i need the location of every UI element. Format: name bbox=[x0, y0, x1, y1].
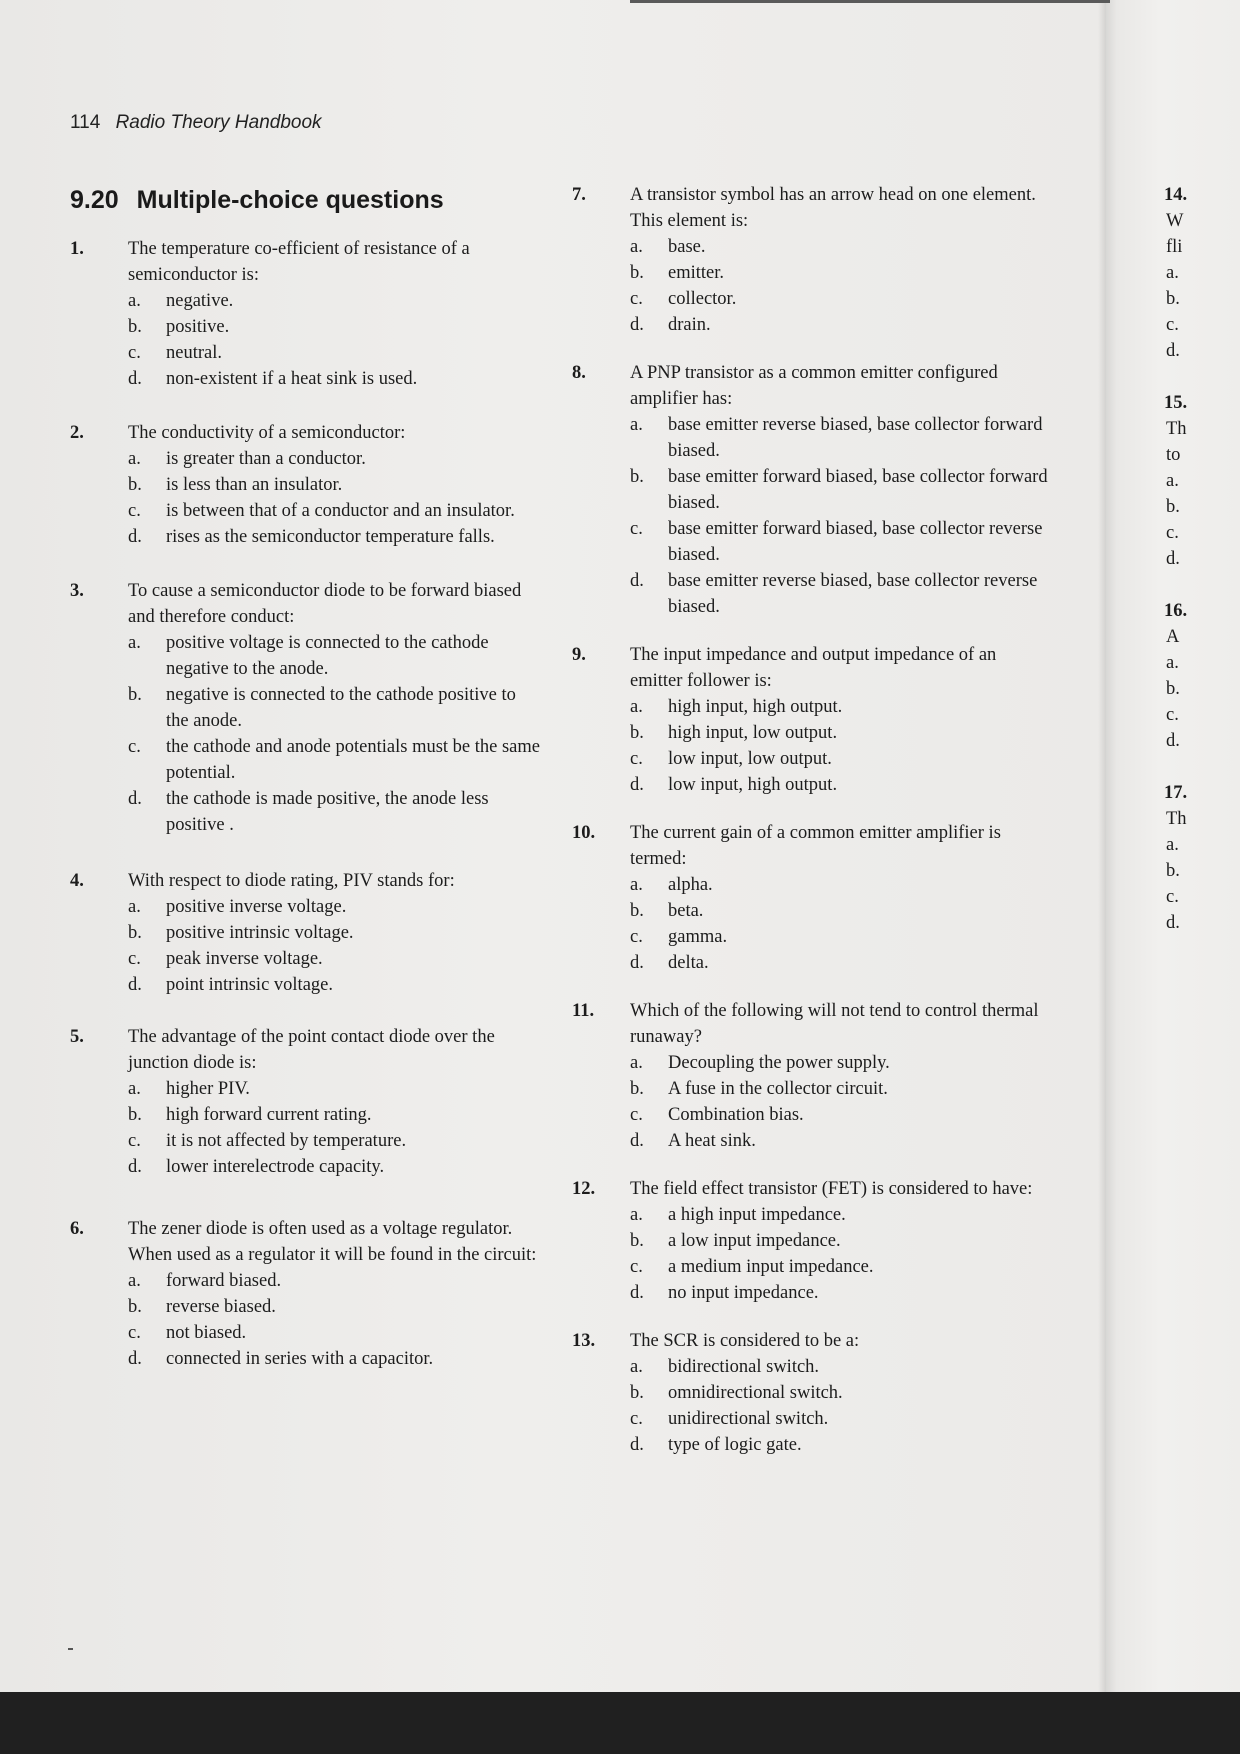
option-text: no input impedance. bbox=[668, 1283, 819, 1303]
option-letter: d. bbox=[630, 571, 644, 591]
option-letter: d. bbox=[630, 953, 644, 973]
option-text: forward biased. bbox=[166, 1271, 282, 1291]
question-number: 3. bbox=[70, 581, 84, 601]
cutoff-text: a. bbox=[1166, 263, 1179, 283]
answer-option bbox=[630, 568, 1052, 620]
cutoff-text: b. bbox=[1166, 497, 1180, 517]
question bbox=[572, 1176, 1052, 1306]
option-letter: a. bbox=[630, 1357, 643, 1377]
option-letter: b. bbox=[630, 1079, 644, 1099]
question-cutoff bbox=[1164, 182, 1224, 364]
answer-option bbox=[630, 772, 1052, 798]
option-letter: a. bbox=[128, 1271, 141, 1291]
answer-option bbox=[630, 1128, 1052, 1154]
cutoff-text: Th bbox=[1166, 419, 1187, 439]
answer-option bbox=[630, 746, 1052, 772]
option-text: reverse biased. bbox=[166, 1297, 276, 1317]
option-text: low input, low output. bbox=[668, 749, 832, 769]
option-letter: b. bbox=[630, 901, 644, 921]
option-text: base. bbox=[668, 237, 706, 257]
question-number: 5. bbox=[70, 1027, 84, 1047]
question-number: 9. bbox=[572, 645, 586, 665]
answer-option bbox=[128, 366, 540, 392]
answer-option bbox=[630, 312, 1052, 338]
option-letter: b. bbox=[128, 1297, 142, 1317]
option-letter: d. bbox=[128, 527, 142, 547]
question bbox=[572, 998, 1052, 1154]
question bbox=[70, 868, 540, 998]
option-letter: a. bbox=[630, 875, 643, 895]
option-letter: b. bbox=[630, 1231, 644, 1251]
option-text: positive voltage is connected to the cathode negative to the anode. bbox=[166, 633, 489, 679]
answer-option bbox=[630, 1202, 1052, 1228]
option-letter: d. bbox=[630, 1435, 644, 1455]
question bbox=[70, 236, 540, 392]
cutoff-text: d. bbox=[1166, 731, 1180, 751]
answer-option bbox=[630, 1050, 1052, 1076]
option-letter: c. bbox=[128, 1131, 141, 1151]
question bbox=[572, 360, 1052, 620]
option-text: type of logic gate. bbox=[668, 1435, 802, 1455]
option-text: delta. bbox=[668, 953, 709, 973]
option-letter: d. bbox=[630, 1283, 644, 1303]
option-letter: b. bbox=[128, 685, 142, 705]
question-stem: Which of the following will not tend to control thermal runaway? bbox=[630, 1001, 1039, 1047]
answer-option bbox=[128, 472, 540, 498]
option-text: rises as the semiconductor temperature falls. bbox=[166, 527, 495, 547]
question bbox=[572, 642, 1052, 798]
option-letter: d. bbox=[630, 1131, 644, 1151]
option-text: a low input impedance. bbox=[668, 1231, 841, 1251]
option-letter: c. bbox=[630, 1409, 643, 1429]
answer-option bbox=[630, 412, 1052, 464]
option-letter: b. bbox=[630, 263, 644, 283]
option-text: not biased. bbox=[166, 1323, 247, 1343]
option-letter: b. bbox=[630, 723, 644, 743]
answer-option bbox=[128, 682, 540, 734]
option-text: lower interelectrode capacity. bbox=[166, 1157, 385, 1177]
question bbox=[572, 820, 1052, 976]
cutoff-text: c. bbox=[1166, 315, 1179, 335]
option-letter: a. bbox=[630, 1205, 643, 1225]
top-edge-line bbox=[630, 0, 1110, 3]
question-stem: The SCR is considered to be a: bbox=[630, 1331, 860, 1351]
question bbox=[70, 578, 540, 838]
answer-option bbox=[128, 1294, 540, 1320]
option-text: peak inverse voltage. bbox=[166, 949, 323, 969]
answer-option bbox=[630, 720, 1052, 746]
option-text: it is not affected by temperature. bbox=[166, 1131, 407, 1151]
question-stem: A transistor symbol has an arrow head on one element. This element is: bbox=[630, 185, 1036, 231]
running-header bbox=[70, 112, 322, 134]
option-text: beta. bbox=[668, 901, 704, 921]
question-number: 11. bbox=[572, 1001, 595, 1021]
cutoff-text: b. bbox=[1166, 289, 1180, 309]
cutoff-text: d. bbox=[1166, 341, 1180, 361]
option-letter: a. bbox=[128, 1079, 141, 1099]
question-stem: With respect to diode rating, PIV stands for: bbox=[128, 871, 455, 891]
option-text: positive intrinsic voltage. bbox=[166, 923, 354, 943]
option-text: is greater than a conductor. bbox=[166, 449, 366, 469]
option-text: gamma. bbox=[668, 927, 728, 947]
answer-option bbox=[630, 1280, 1052, 1306]
answer-option bbox=[128, 1320, 540, 1346]
question-stem: The conductivity of a semiconductor: bbox=[128, 423, 406, 443]
cutoff-text: c. bbox=[1166, 705, 1179, 725]
answer-option bbox=[128, 734, 540, 786]
question bbox=[70, 1216, 540, 1372]
option-text: A heat sink. bbox=[668, 1131, 756, 1151]
option-text: Combination bias. bbox=[668, 1105, 804, 1125]
option-text: the cathode and anode potentials must be the same potential. bbox=[166, 737, 540, 783]
option-letter: a. bbox=[128, 449, 141, 469]
left-question-column bbox=[70, 236, 540, 1372]
option-letter: d. bbox=[128, 975, 142, 995]
question-cutoff bbox=[1164, 780, 1224, 936]
option-letter: a. bbox=[128, 291, 141, 311]
answer-option bbox=[630, 950, 1052, 976]
question-number: 4. bbox=[70, 871, 84, 891]
question-number: 8. bbox=[572, 363, 586, 383]
answer-option bbox=[630, 1380, 1052, 1406]
option-letter: a. bbox=[630, 237, 643, 257]
option-letter: c. bbox=[630, 749, 643, 769]
answer-option bbox=[630, 1102, 1052, 1128]
question-number: 15. bbox=[1164, 393, 1188, 413]
option-letter: b. bbox=[128, 317, 142, 337]
cutoff-text: d. bbox=[1166, 549, 1180, 569]
question-number: 16. bbox=[1164, 601, 1188, 621]
section-number: 9.20 bbox=[70, 186, 119, 214]
answer-option bbox=[630, 464, 1052, 516]
option-letter: d. bbox=[128, 1349, 142, 1369]
option-letter: b. bbox=[630, 467, 644, 487]
cutoff-text: b. bbox=[1166, 861, 1180, 881]
option-text: point intrinsic voltage. bbox=[166, 975, 333, 995]
answer-option bbox=[630, 1254, 1052, 1280]
answer-option bbox=[128, 1154, 540, 1180]
option-text: is less than an insulator. bbox=[166, 475, 343, 495]
option-letter: d. bbox=[630, 315, 644, 335]
answer-option bbox=[630, 1354, 1052, 1380]
option-text: A fuse in the collector circuit. bbox=[668, 1079, 888, 1099]
option-letter: c. bbox=[128, 949, 141, 969]
question-number: 12. bbox=[572, 1179, 596, 1199]
cutoff-text: Th bbox=[1166, 809, 1187, 829]
option-text: high input, low output. bbox=[668, 723, 838, 743]
question-stem: The advantage of the point contact diode over the junction diode is: bbox=[128, 1027, 495, 1073]
option-text: base emitter forward biased, base collector reverse biased. bbox=[668, 519, 1043, 565]
cutoff-text: fli bbox=[1166, 237, 1183, 257]
question-stem: The current gain of a common emitter amplifier is termed: bbox=[630, 823, 1001, 869]
question-cutoff bbox=[1164, 390, 1224, 572]
option-text: the cathode is made positive, the anode less positive . bbox=[166, 789, 489, 835]
question-number: 13. bbox=[572, 1331, 596, 1351]
option-text: base emitter reverse biased, base collector forward biased. bbox=[668, 415, 1043, 461]
question-number: 17. bbox=[1164, 783, 1188, 803]
option-text: Decoupling the power supply. bbox=[668, 1053, 890, 1073]
option-letter: c. bbox=[630, 1105, 643, 1125]
question bbox=[70, 1024, 540, 1180]
answer-option bbox=[128, 786, 540, 838]
cutoff-text: A bbox=[1166, 627, 1180, 647]
option-letter: a. bbox=[630, 1053, 643, 1073]
scan-bottom-border bbox=[0, 1692, 1240, 1754]
option-text: collector. bbox=[668, 289, 737, 309]
question-stem: A PNP transistor as a common emitter configured amplifier has: bbox=[630, 363, 998, 409]
book-title: Radio Theory Handbook bbox=[115, 112, 322, 133]
cutoff-text: c. bbox=[1166, 523, 1179, 543]
answer-option bbox=[128, 288, 540, 314]
option-letter: c. bbox=[630, 1257, 643, 1277]
facing-page-question-column bbox=[1164, 182, 1224, 936]
option-text: is between that of a conductor and an insulator. bbox=[166, 501, 515, 521]
option-letter: c. bbox=[128, 1323, 141, 1343]
answer-option bbox=[630, 234, 1052, 260]
question-number: 1. bbox=[70, 239, 84, 259]
option-text: drain. bbox=[668, 315, 711, 335]
option-letter: d. bbox=[128, 369, 142, 389]
answer-option bbox=[630, 1076, 1052, 1102]
option-letter: a. bbox=[630, 697, 643, 717]
question bbox=[572, 1328, 1052, 1458]
option-letter: c. bbox=[128, 343, 141, 363]
section-title: Multiple-choice questions bbox=[136, 186, 444, 214]
cutoff-text: d. bbox=[1166, 913, 1180, 933]
option-letter: c. bbox=[128, 501, 141, 521]
question bbox=[572, 182, 1052, 338]
option-letter: b. bbox=[128, 1105, 142, 1125]
option-text: emitter. bbox=[668, 263, 724, 283]
option-text: base emitter forward biased, base collector forward biased. bbox=[668, 467, 1048, 513]
option-text: a medium input impedance. bbox=[668, 1257, 874, 1277]
option-text: connected in series with a capacitor. bbox=[166, 1349, 434, 1369]
answer-option bbox=[128, 630, 540, 682]
option-text: unidirectional switch. bbox=[668, 1409, 829, 1429]
answer-option bbox=[630, 694, 1052, 720]
answer-option bbox=[128, 1076, 540, 1102]
right-question-column bbox=[572, 182, 1052, 1458]
answer-option bbox=[630, 516, 1052, 568]
answer-option bbox=[128, 498, 540, 524]
answer-option bbox=[630, 1406, 1052, 1432]
answer-option bbox=[630, 898, 1052, 924]
option-letter: b. bbox=[630, 1383, 644, 1403]
question-stem: The input impedance and output impedance of an emitter follower is: bbox=[630, 645, 997, 691]
answer-option bbox=[630, 260, 1052, 286]
page-number: 114 bbox=[70, 112, 101, 133]
answer-option bbox=[630, 1228, 1052, 1254]
question-number: 7. bbox=[572, 185, 586, 205]
answer-option bbox=[128, 446, 540, 472]
question-stem: To cause a semiconductor diode to be forward biased and therefore conduct: bbox=[128, 581, 522, 627]
answer-option bbox=[128, 1268, 540, 1294]
option-text: base emitter reverse biased, base collector reverse biased. bbox=[668, 571, 1038, 617]
question-stem: The temperature co-efficient of resistance of a semiconductor is: bbox=[128, 239, 470, 285]
answer-option bbox=[630, 1432, 1052, 1458]
option-letter: b. bbox=[128, 923, 142, 943]
answer-option bbox=[128, 894, 540, 920]
option-letter: b. bbox=[128, 475, 142, 495]
answer-option bbox=[128, 972, 540, 998]
option-text: higher PIV. bbox=[166, 1079, 250, 1099]
option-letter: a. bbox=[128, 633, 141, 653]
cutoff-text: a. bbox=[1166, 471, 1179, 491]
option-text: omnidirectional switch. bbox=[668, 1383, 843, 1403]
question-number: 14. bbox=[1164, 185, 1188, 205]
option-letter: c. bbox=[630, 289, 643, 309]
section-heading bbox=[70, 186, 444, 215]
question-number: 2. bbox=[70, 423, 84, 443]
answer-option bbox=[128, 314, 540, 340]
scan-mark bbox=[68, 1648, 73, 1650]
answer-option bbox=[128, 1102, 540, 1128]
cutoff-text: to bbox=[1166, 445, 1181, 465]
cutoff-text: W bbox=[1166, 211, 1184, 231]
option-text: high input, high output. bbox=[668, 697, 843, 717]
option-text: negative. bbox=[166, 291, 234, 311]
option-text: positive inverse voltage. bbox=[166, 897, 347, 917]
option-letter: d. bbox=[128, 1157, 142, 1177]
option-text: neutral. bbox=[166, 343, 222, 363]
answer-option bbox=[630, 286, 1052, 312]
option-text: non-existent if a heat sink is used. bbox=[166, 369, 418, 389]
answer-option bbox=[128, 1128, 540, 1154]
option-letter: d. bbox=[630, 775, 644, 795]
option-text: positive. bbox=[166, 317, 230, 337]
option-text: low input, high output. bbox=[668, 775, 838, 795]
cutoff-text: b. bbox=[1166, 679, 1180, 699]
answer-option bbox=[128, 340, 540, 366]
option-text: negative is connected to the cathode positive to the anode. bbox=[166, 685, 516, 731]
answer-option bbox=[128, 920, 540, 946]
option-text: alpha. bbox=[668, 875, 713, 895]
answer-option bbox=[128, 524, 540, 550]
question-number: 10. bbox=[572, 823, 596, 843]
question-stem: The field effect transistor (FET) is considered to have: bbox=[630, 1179, 1033, 1199]
answer-option bbox=[630, 924, 1052, 950]
question-stem: The zener diode is often used as a voltage regulator. When used as a regulator it will be found in the circuit: bbox=[128, 1219, 537, 1265]
answer-option bbox=[128, 946, 540, 972]
option-text: bidirectional switch. bbox=[668, 1357, 820, 1377]
option-letter: c. bbox=[630, 519, 643, 539]
option-letter: a. bbox=[630, 415, 643, 435]
option-text: high forward current rating. bbox=[166, 1105, 372, 1125]
cutoff-text: a. bbox=[1166, 835, 1179, 855]
question bbox=[70, 420, 540, 550]
question-cutoff bbox=[1164, 598, 1224, 754]
cutoff-text: a. bbox=[1166, 653, 1179, 673]
option-letter: a. bbox=[128, 897, 141, 917]
option-letter: d. bbox=[128, 789, 142, 809]
question-number: 6. bbox=[70, 1219, 84, 1239]
answer-option bbox=[630, 872, 1052, 898]
answer-option bbox=[128, 1346, 540, 1372]
cutoff-text: c. bbox=[1166, 887, 1179, 907]
option-text: a high input impedance. bbox=[668, 1205, 846, 1225]
option-letter: c. bbox=[128, 737, 141, 757]
option-letter: c. bbox=[630, 927, 643, 947]
